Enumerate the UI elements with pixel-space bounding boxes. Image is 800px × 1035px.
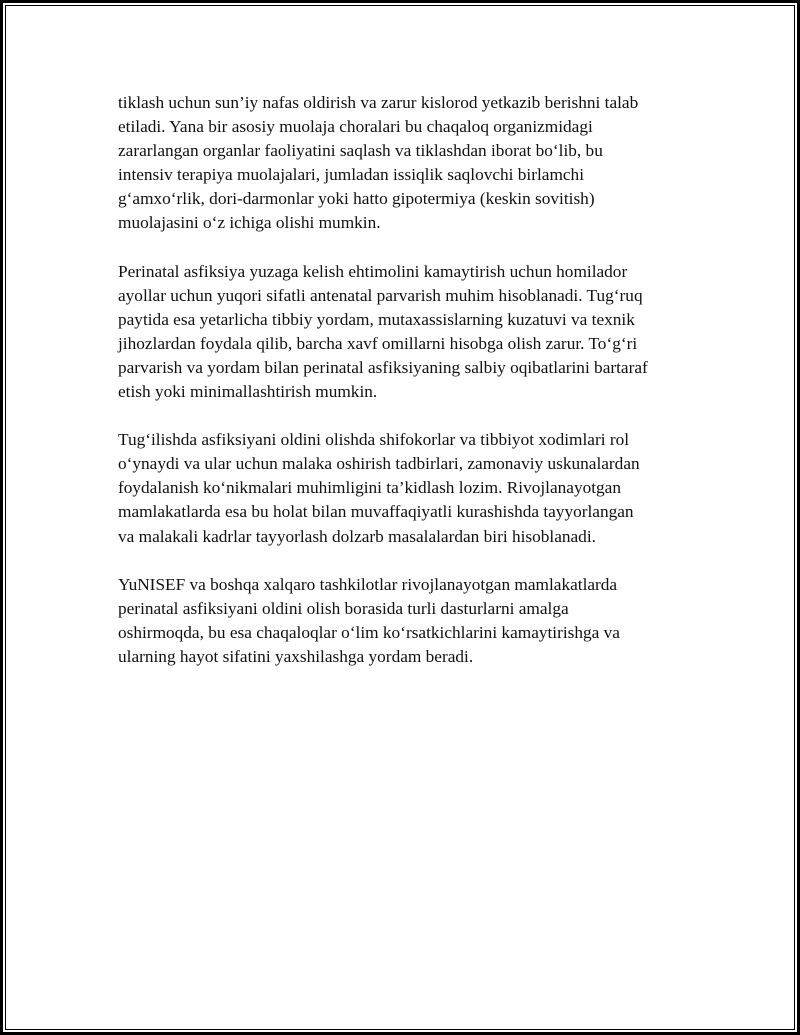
text-line: g‘amxo‘rlik, dori-darmonlar yoki hatto gipotermiya (keskin sovitish) xyxy=(118,189,595,209)
text-line: oshirmoqda, bu esa chaqaloqlar o‘lim ko‘rsatkichlarini kamaytirishga va xyxy=(118,622,620,642)
text-line: zararlangan organlar faoliyatini saqlash va tiklashdan iborat bo‘lib, bu xyxy=(118,141,603,161)
text-line: tiklash uchun sun’iy nafas oldirish va zarur kislorod yetkazib berishni talab xyxy=(118,93,639,112)
text-line: paytida esa yetarlicha tibbiy yordam, mutaxassislarning kuzatuvi va texnik xyxy=(118,309,635,329)
text-line: va malakali kadrlar tayyorlash dolzarb masalalardan biri hisoblanadi. xyxy=(118,526,596,546)
text-line: muolajasini o‘z ichiga olishi mumkin. xyxy=(118,213,381,233)
text-line: perinatal asfiksiyani oldini olish borasida turli dasturlarni amalga xyxy=(118,598,569,618)
text-line: o‘ynaydi va ular uchun malaka oshirish tadbirlari, zamonaviy uskunalardan xyxy=(118,454,640,474)
paragraph xyxy=(118,428,698,548)
text-line: etish yoki minimallashtirish mumkin. xyxy=(118,382,378,402)
paragraph xyxy=(118,91,698,236)
text-line: mamlakatlarda esa bu holat bilan muvaffaqiyatli kurashishda tayyorlangan xyxy=(118,502,634,522)
paragraph xyxy=(118,260,698,405)
paragraph xyxy=(118,573,698,669)
text-line: Tug‘ilishda asfiksiyani oldini olishda shifokorlar va tibbiyot xodimlari rol xyxy=(118,430,630,450)
text-line: intensiv terapiya muolajalari, jumladan issiqlik saqlovchi birlamchi xyxy=(118,165,585,185)
text-line: ayollar uchun yuqori sifatli antenatal parvarish muhim hisoblanadi. Tug‘ruq xyxy=(118,285,643,305)
text-line: ularning hayot sifatini yaxshilashga yordam beradi. xyxy=(118,646,474,666)
text-line: foydalanish ko‘nikmalari muhimligini ta’kidlash lozim. Rivojlanayotgan xyxy=(118,478,621,498)
text-line: Perinatal asfiksiya yuzaga kelish ehtimolini kamaytirish uchun homilador xyxy=(118,261,628,281)
text-line: etiladi. Yana bir asosiy muolaja choralari bu chaqaloq organizmidagi xyxy=(118,117,593,137)
document-body xyxy=(118,91,698,693)
text-line: jihozlardan foydala qilib, barcha xavf omillarni hisobga olish zarur. To‘g‘ri xyxy=(118,333,638,353)
text-line: parvarish va yordam bilan perinatal asfiksiyaning salbiy oqibatlarini bartaraf xyxy=(118,357,648,377)
text-line: YuNISEF va boshqa xalqaro tashkilotlar rivojlanayotgan mamlakatlarda xyxy=(118,574,618,594)
